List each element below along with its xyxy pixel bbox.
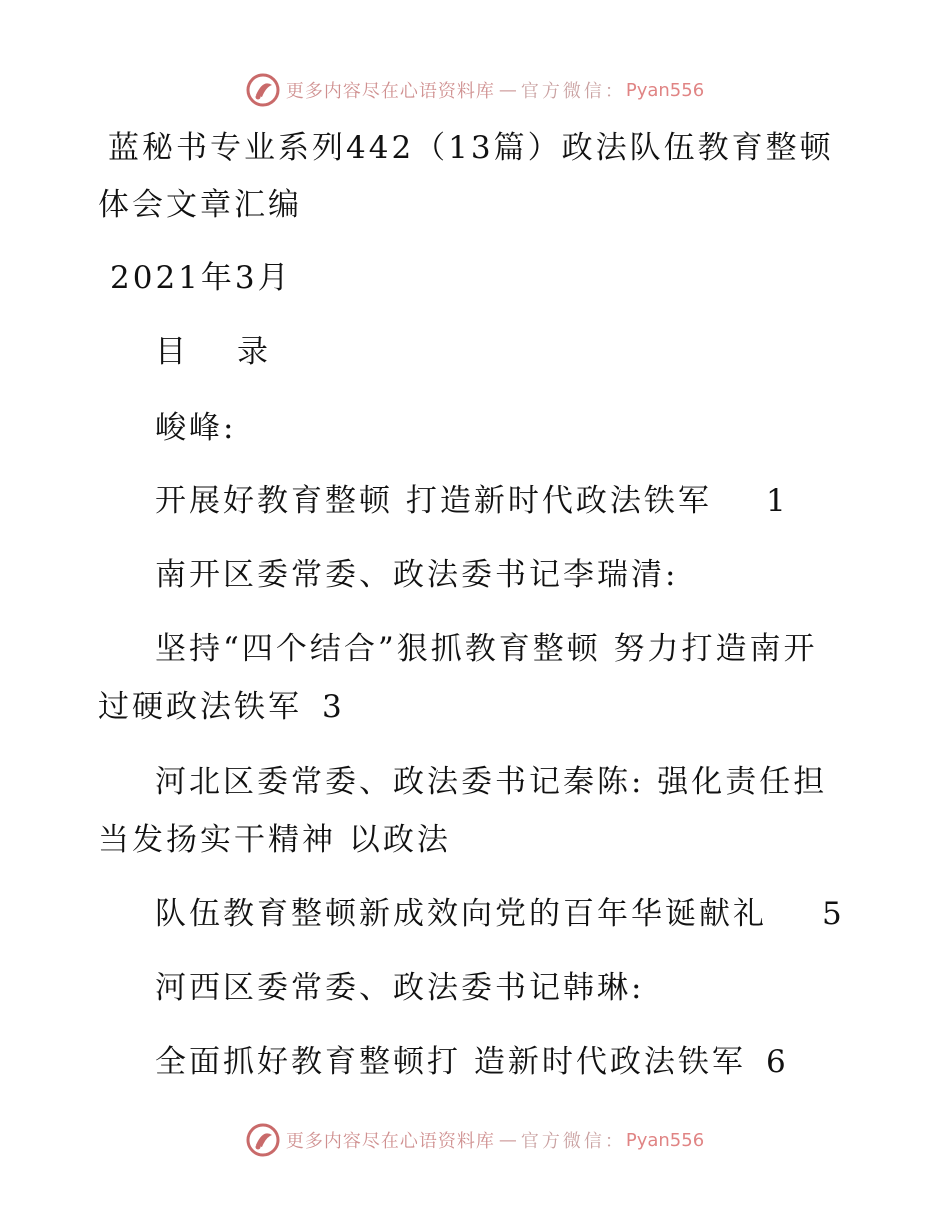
toc-heading: 目 录 [155,334,278,370]
document-title-line-1: 蓝秘书专业系列442（13篇）政法队伍教育整顿 [108,130,834,166]
toc-page-3: 5 [822,896,842,932]
watermark-site-text: 更多内容尽在心语资料库 [285,1131,495,1152]
toc-title-2-line-2[interactable]: 过硬政法铁军 [98,689,302,725]
toc-author-4: 河西区委常委、政法委书记韩琳: [155,970,645,1006]
brand-logo-icon [246,73,280,107]
watermark-header [0,70,950,110]
watermark-id: Pyan556 [625,79,705,101]
brand-logo-icon [246,1123,280,1157]
toc-title-1[interactable]: 开展好教育整顿 打造新时代政法铁军 [155,483,712,519]
watermark-id: Pyan556 [625,1129,705,1151]
watermark-label: 官方微信： [520,81,626,102]
toc-page-4: 6 [766,1044,786,1080]
document-title-line-2: 体会文章汇编 [98,187,302,223]
watermark-separator: — [498,1129,517,1151]
watermark-label: 官方微信： [520,1131,626,1152]
toc-author-2: 南开区委常委、政法委书记李瑞清: [155,557,679,593]
toc-author-1: 峻峰: [155,410,237,446]
toc-title-4[interactable]: 全面抓好教育整顿打 造新时代政法铁军 [155,1044,746,1080]
toc-author-3-line-2: 当发扬实干精神 以政法 [98,822,451,858]
toc-title-3[interactable]: 队伍教育整顿新成效向党的百年华诞献礼 [155,896,767,932]
toc-page-2: 3 [322,689,342,725]
toc-page-1: 1 [766,483,786,519]
watermark-separator: — [498,79,517,101]
toc-title-2-line-1[interactable]: 坚持“四个结合”狠抓教育整顿 努力打造南开 [155,631,818,667]
watermark-site-text: 更多内容尽在心语资料库 [285,81,495,102]
watermark-footer [0,1120,950,1160]
toc-author-3-line-1: 河北区委常委、政法委书记秦陈: 强化责任担 [155,764,828,800]
document-date: 2021年3月 [110,260,292,296]
